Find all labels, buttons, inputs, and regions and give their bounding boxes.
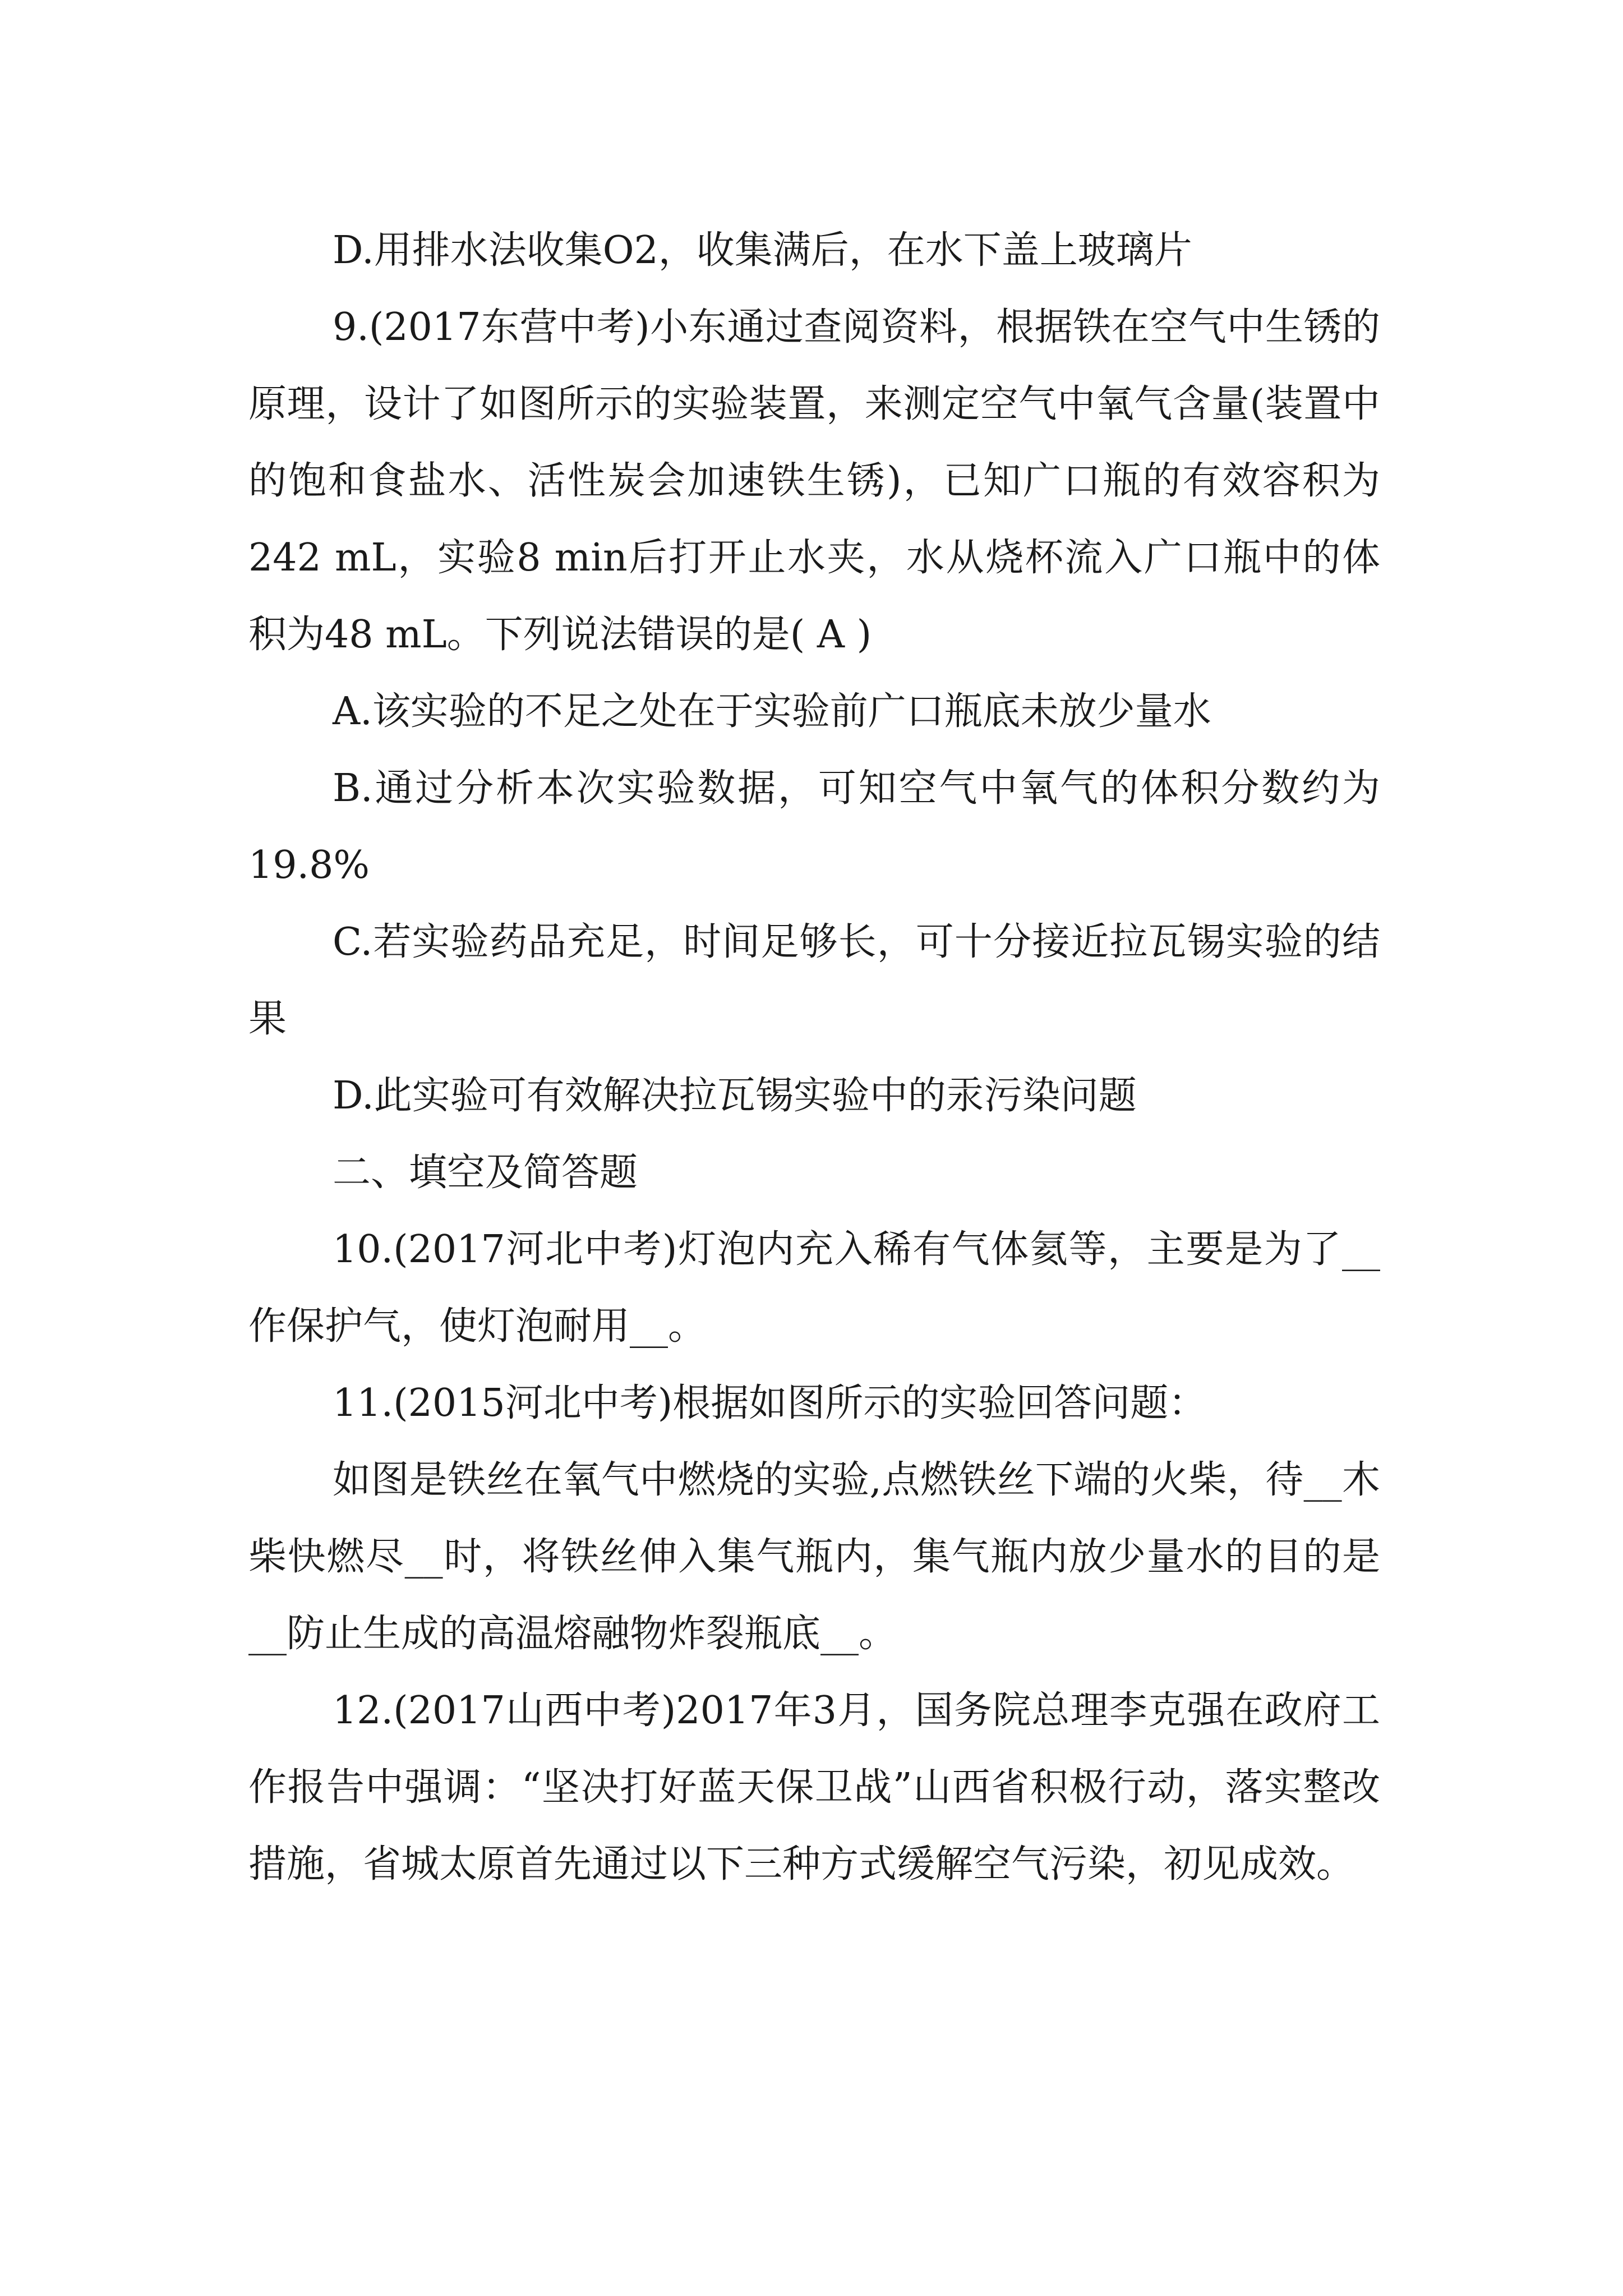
question-11: 11.(2015河北中考)根据如图所示的实验回答问题：: [333, 1381, 1207, 1425]
document-body: [248, 212, 1380, 1903]
question-11-body: 如图是铁丝在氧气中燃烧的实验,点燃铁丝下端的火柴，待__木柴快燃尽__时，将铁丝伸入集气瓶内，集气瓶内放少量水的目的是__防止生成的高温熔融物炸裂瓶底__。: [248, 1458, 1380, 1656]
question-9-option-c: C.若实验药品充足，时间足够长，可十分接近拉瓦锡实验的结果: [248, 920, 1380, 1041]
option-d-collect-o2: D.用排水法收集O2，收集满后，在水下盖上玻璃片: [333, 228, 1192, 273]
question-9: 9.(2017东营中考)小东通过查阅资料，根据铁在空气中生锈的原理，设计了如图所示的实验装置，来测定空气中氧气含量(装置中的饱和食盐水、活性炭会加速铁生锈)，已知广口瓶的有效容积为242 mL，实验8 min后打开止水夹，水从烧杯流入广口瓶中的体积为48 mL。下列说法错误的是( A ): [248, 305, 1380, 657]
question-12: 12.(2017山西中考)2017年3月，国务院总理李克强在政府工作报告中强调：“坚决打好蓝天保卫战”山西省积极行动，落实整改措施，省城太原首先通过以下三种方式缓解空气污染，初见成效。: [248, 1688, 1380, 1887]
section-heading: 二、填空及简答题: [333, 1151, 638, 1195]
question-9-option-d: D.此实验可有效解决拉瓦锡实验中的汞污染问题: [333, 1074, 1137, 1118]
question-10: 10.(2017河北中考)灯泡内充入稀有气体氦等，主要是为了__作保护气，使灯泡耐用__。: [248, 1227, 1380, 1349]
question-9-option-b: B.通过分析本次实验数据，可知空气中氧气的体积分数约为19.8%: [248, 766, 1380, 887]
question-9-option-a: A.该实验的不足之处在于实验前广口瓶底未放少量水: [333, 689, 1211, 734]
